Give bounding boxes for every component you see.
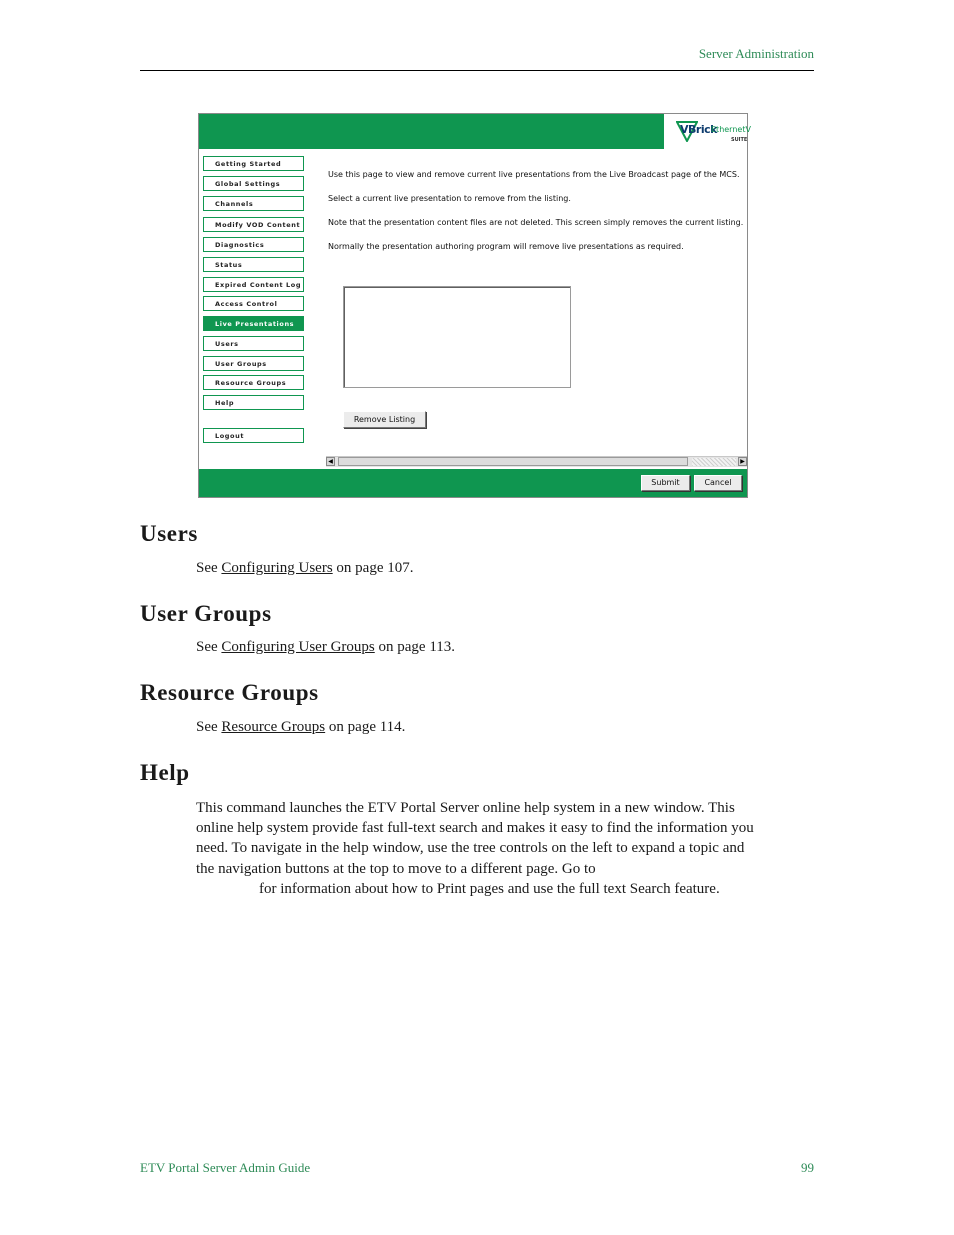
vbrick-logo: [663, 114, 751, 149]
cancel-button[interactable]: Cancel: [694, 475, 742, 491]
page-number: 99: [801, 1160, 814, 1175]
section-heading-help: Help: [140, 760, 190, 785]
text-page-ref: on page 113.: [374, 639, 456, 655]
nav-users[interactable]: Users: [203, 336, 304, 351]
bottom-bar: [199, 469, 747, 497]
text-page-ref: on page 114.: [325, 719, 406, 735]
nav-modify-vod-content[interactable]: Modify VOD Content: [203, 217, 304, 232]
instruction-line: Note that the presentation content files are not deleted. This screen simply removes the current listing.: [328, 218, 744, 227]
users-paragraph: [196, 560, 414, 577]
top-banner: [199, 114, 751, 149]
presentation-listbox[interactable]: [343, 286, 571, 388]
scroll-track[interactable]: [692, 458, 736, 466]
section-heading-users: Users: [140, 521, 198, 546]
nav-logout[interactable]: Logout: [203, 428, 304, 443]
help-line: This command launches the ETV Portal Server online help system in a new window. This: [196, 800, 735, 816]
text-see: See: [196, 560, 222, 576]
link-resource-groups[interactable]: Resource Groups: [221, 719, 326, 735]
resource-groups-paragraph: [196, 719, 405, 736]
nav-channels[interactable]: Channels: [203, 196, 304, 211]
help-line: for information about how to Print pages and use the full text Search feature.: [259, 880, 720, 897]
section-heading-user-groups: User Groups: [140, 601, 272, 626]
help-line: online help system provide fast full-text search and makes it easy to find the information you: [196, 820, 754, 837]
link-configuring-users[interactable]: Configuring Users: [221, 560, 333, 576]
text-page-ref: on page 107.: [332, 560, 414, 576]
logo-brand: VBrick: [680, 123, 717, 136]
nav-global-settings[interactable]: Global Settings: [203, 176, 304, 191]
instruction-line: Normally the presentation authoring program will remove live presentations as required.: [328, 242, 684, 251]
text-see: See: [196, 639, 222, 655]
nav-expired-content-log[interactable]: Expired Content Log: [203, 277, 304, 292]
nav-resource-groups[interactable]: Resource Groups: [203, 375, 304, 390]
instruction-line: Use this page to view and remove current live presentations from the Live Broadcast page of the MCS.: [328, 170, 740, 179]
help-line: need. To navigate in the help window, use the tree controls on the left to expand a topic and: [196, 840, 745, 857]
text-see: See: [196, 719, 222, 735]
submit-button[interactable]: Submit: [641, 475, 690, 491]
logo-suite: SUITE: [731, 137, 748, 143]
nav-getting-started[interactable]: Getting Started: [203, 156, 304, 171]
header-rule: [140, 70, 814, 71]
user-groups-paragraph: [196, 639, 455, 656]
running-head: Server Administration: [698, 46, 814, 61]
nav-access-control[interactable]: Access Control: [203, 296, 304, 311]
help-line: the navigation buttons at the top to move to a different page. Go to: [196, 860, 596, 877]
nav-live-presentations[interactable]: Live Presentations: [203, 316, 304, 331]
nav-user-groups[interactable]: User Groups: [203, 356, 304, 371]
live-presentations-screenshot: [198, 113, 751, 498]
scroll-left-icon[interactable]: ◀: [326, 457, 335, 466]
section-heading-resource-groups: Resource Groups: [140, 680, 319, 705]
horizontal-scrollbar[interactable]: [326, 456, 747, 467]
remove-listing-button[interactable]: Remove Listing: [343, 411, 426, 428]
logo-sub: EthernetV: [711, 125, 751, 134]
nav-diagnostics[interactable]: Diagnostics: [203, 237, 304, 252]
nav-help[interactable]: Help: [203, 395, 304, 410]
scroll-right-icon[interactable]: ▶: [738, 457, 747, 466]
help-paragraph: [196, 798, 816, 899]
nav-status[interactable]: Status: [203, 257, 304, 272]
scroll-thumb[interactable]: [338, 457, 688, 466]
instruction-line: Select a current live presentation to remove from the listing.: [328, 194, 571, 203]
link-configuring-user-groups[interactable]: Configuring User Groups: [221, 639, 375, 655]
footer-title: ETV Portal Server Admin Guide: [140, 1160, 311, 1175]
